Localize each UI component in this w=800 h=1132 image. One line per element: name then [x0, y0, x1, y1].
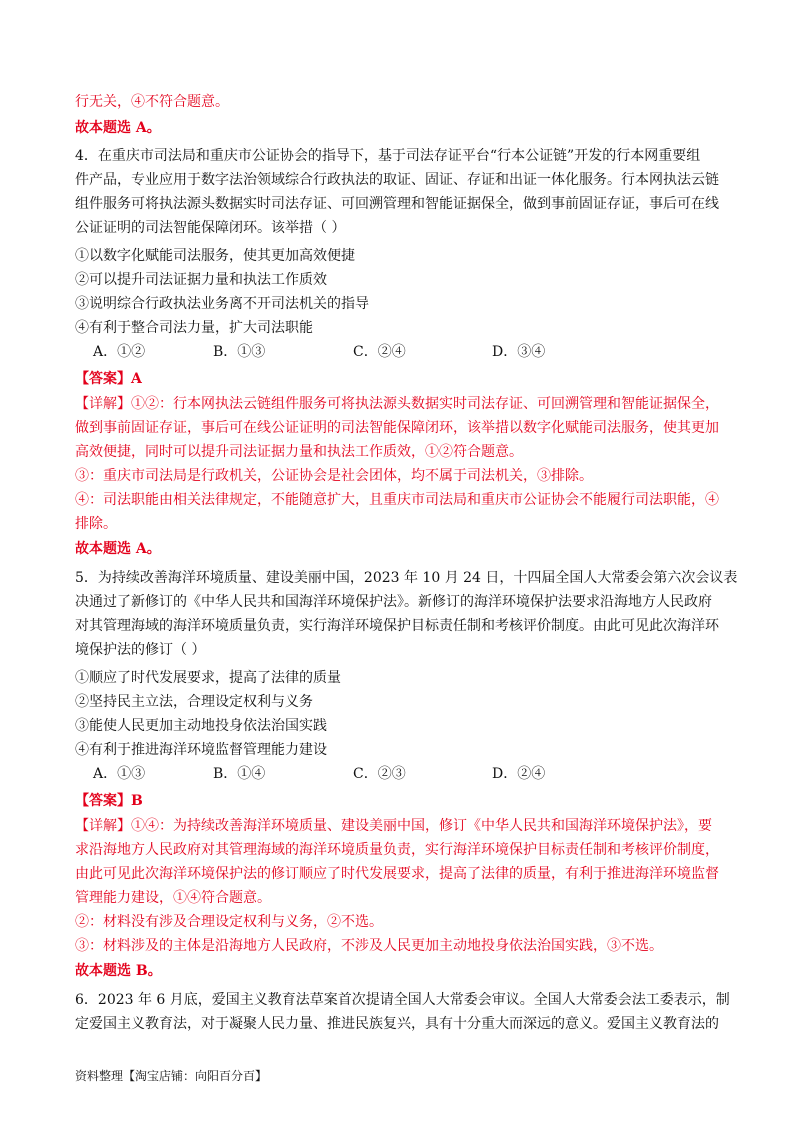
q4-explanation-line: ③：重庆市司法局是行政机关，公证协会是社会团体，均不属于司法机关，③排除。 [75, 468, 593, 484]
q5-item: ④有利于推进海洋环境监督管理能力建设 [75, 742, 327, 758]
q4-item: ③说明综合行政执法业务离不开司法机关的指导 [75, 296, 369, 312]
q5-stem-line: 5．为持续改善海洋环境质量、建设美丽中国，2023 年 10 月 24 日，十四届全国人大常委会第六次会议表 [75, 570, 738, 586]
q4-option-c: C．②④ [353, 344, 406, 360]
q5-conclusion: 故本题选 B。 [75, 963, 162, 979]
q4-stem-line: 组件服务可将执法源头数据实时司法存证、可回溯管理和智能证据保全，做到事前固证存证，事后可在线 [75, 196, 719, 212]
q4-explanation-line: 【详解】①②：行本网执法云链组件服务可将执法源头数据实时司法存证、可回溯管理和智能证据保全， [75, 396, 719, 412]
q4-explanation-line: 排除。 [75, 516, 117, 532]
q5-answer: 【答案】B [75, 793, 143, 809]
q4-stem-line: 公证证明的司法智能保障闭环。该举措（ ） [75, 220, 346, 236]
q4-item: ④有利于整合司法力量，扩大司法职能 [75, 320, 313, 336]
page-footer: 资料整理【淘宝店铺：向阳百分百】 [75, 1069, 268, 1083]
q4-explanation-line: 高效便捷，同时可以提升司法证据力量和执法工作质效，①②符合题意。 [75, 444, 523, 460]
q4-option-b: B．①③ [213, 344, 266, 360]
q6-stem-line: 6．2023 年 6 月底，爱国主义教育法草案首次提请全国人大常委会审议。全国人大常委会法工委表示，制 [75, 992, 730, 1008]
prev-question-conclusion: 故本题选 A。 [75, 120, 161, 136]
q5-item: ②坚持民主立法，合理设定权利与义务 [75, 694, 313, 710]
q5-stem-line: 决通过了新修订的《中华人民共和国海洋环境保护法》。新修订的海洋环境保护法要求沿海地方人民政府 [75, 594, 712, 610]
q4-conclusion: 故本题选 A。 [75, 541, 161, 557]
q4-stem-line: 4．在重庆市司法局和重庆市公证协会的指导下，基于司法存证平台“行本公证链”开发的行本网重要组 [75, 148, 701, 164]
q5-stem-line: 对其管理海域的海洋环境质量负责，实行海洋环境保护目标责任制和考核评价制度。由此可见此次海洋环 [75, 618, 719, 634]
q5-option-a: A．①③ [93, 766, 146, 782]
prev-question-tail: 行无关，④不符合题意。 [75, 94, 229, 110]
q5-option-c: C．②③ [353, 766, 406, 782]
q4-explanation-line: 做到事前固证存证，事后可在线公证证明的司法智能保障闭环，该举措以数字化赋能司法服务，使其更加 [75, 420, 719, 436]
q5-explanation-line: ②：材料没有涉及合理设定权利与义务，②不选。 [75, 914, 383, 930]
q5-stem-line: 境保护法的修订（ ） [75, 642, 206, 658]
q5-explanation-line: 求沿海地方人民政府对其管理海域的海洋环境质量负责，实行海洋环境保护目标责任制和考核评价制度， [75, 842, 719, 858]
q4-item: ①以数字化赋能司法服务，使其更加高效便捷 [75, 248, 355, 264]
q4-explanation-line: ④：司法职能由相关法律规定，不能随意扩大，且重庆市司法局和重庆市公证协会不能履行司法职能，④ [75, 492, 719, 508]
q4-item: ②可以提升司法证据力量和执法工作质效 [75, 272, 327, 288]
q5-explanation-line: 由此可见此次海洋环境保护法的修订顺应了时代发展要求，提高了法律的质量，有利于推进海洋环境监督 [75, 866, 719, 882]
q4-option-d: D．③④ [492, 344, 546, 360]
q5-item: ③能使人民更加主动地投身依法治国实践 [75, 718, 327, 734]
q6-stem-line: 定爱国主义教育法，对于凝聚人民力量、推进民族复兴，具有十分重大而深远的意义。爱国主义教育法的 [75, 1016, 719, 1032]
q5-option-d: D．②④ [492, 766, 546, 782]
q4-stem-line: 件产品，专业应用于数字法治领域综合行政执法的取证、固证、存证和出证一体化服务。行本网执法云链 [75, 172, 719, 188]
q5-explanation-line: 管理能力建设，①④符合题意。 [75, 890, 271, 906]
q5-explanation-line: 【详解】①④：为持续改善海洋环境质量、建设美丽中国，修订《中华人民共和国海洋环境保护法》，要 [75, 818, 712, 834]
q4-option-a: A．①② [93, 344, 146, 360]
q4-answer: 【答案】A [75, 371, 142, 387]
q5-explanation-line: ③：材料涉及的主体是沿海地方人民政府，不涉及人民更加主动地投身依法治国实践，③不选。 [75, 938, 663, 954]
q5-item: ①顺应了时代发展要求，提高了法律的质量 [75, 670, 341, 686]
q5-option-b: B．①④ [213, 766, 266, 782]
